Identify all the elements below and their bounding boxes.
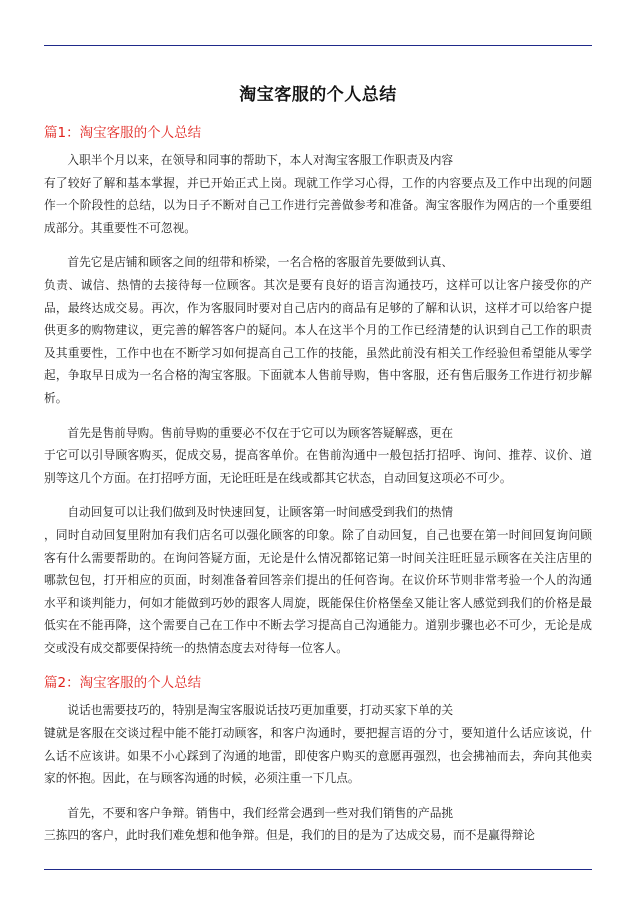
paragraph [44, 149, 592, 239]
document-title: 淘宝客服的个人总结 [239, 85, 397, 105]
paragraph [44, 501, 592, 659]
paragraph [44, 699, 592, 789]
paragraph-text: 于它可以引导顾客购买，促成交易，提高客单价。在售前沟通中一般包括打招呼、询问、推荐、议价、道别等这几个方面。在打招呼方面，无论旺旺是在线或都其它状态，自动回复这项必不可少。 [44, 448, 592, 485]
paragraph-first-line: 入职半个月以来，在领导和同事的帮助下，本人对淘宝客服工作职责及内容 [67, 153, 454, 167]
paragraph-first-line: 首先是售前导购。售前导购的重要必不仅在于它可以为顾客答疑解惑，更在 [67, 425, 454, 440]
paragraph-first-line: 首先，不要和客户争辩。销售中，我们经常会遇到一些对我们销售的产品挑 [67, 805, 454, 820]
paragraph [44, 251, 592, 409]
paragraph-text: 有了较好了解和基本掌握，并已开始正式上岗。现就工作学习心得，工作的内容要点及工作中出现的问题作一个阶段性的总结，以为日子不断对自己工作进行完善做参考和准备。淘宝客服作为网店的一个重要组成部分。其重要性不可忽视。 [44, 175, 592, 235]
bottom-rule [44, 869, 592, 870]
paragraph [44, 802, 592, 847]
paragraph-first-line: 说话也需要技巧的，特别是淘宝客服说话技巧更加重要，打动买家下单的关 [67, 703, 454, 718]
paragraph-text: 负责、诚信、热情的去接待每一位顾客。其次是要有良好的语言沟通技巧，这样可以让客户接受你的产品，最终达成交易。再次，作为客服同时要对自己店内的商品有足够的了解和认识，这样才可以给客户提供更多的购物建议，更完善的解答客户的疑问。本人在这半个月的工作已经清楚的认识到自己工作的职责及其重要性，工作中也在不断学习如何提高自己工作的技能，虽然此前没有相关工作经验但希望能从零学起，争取早日成为一名合格的淘宝客服。下面就本人售前导购，售中客服，还有售后服务工作进行初步解析。 [44, 277, 592, 405]
section-heading: 篇1：淘宝客服的个人总结 [44, 125, 202, 141]
paragraph-first-line: 首先它是店铺和顾客之间的纽带和桥梁，一名合格的客服首先要做到认真、 [67, 255, 454, 270]
paragraph-first-line: 自动回复可以让我们做到及时快速回复，让顾客第一时间感受到我们的热情 [67, 505, 454, 520]
paragraph-text: ，同时自动回复里附加有我们店名可以强化顾客的印象。除了自动回复，自己也要在第一时间回复询问顾客有什么需要帮助的。在询问答疑方面，无论是什么情况都铭记第一时间关注旺旺显示顾客在关注店里的哪款包包，打开相应的页面，时刻准备着回答亲们提出的任何咨询。在议价环节则非常考验一个人的沟通水平和谈判能力，何如才能做到巧妙的跟客人周旋，既能保住价格堡垒又能让客人感觉到我们的价格是最低实在不能再降，这个需要自己在工作中不断去学习提高自己沟通能力。道别步骤也必不可少，无论是成交或没有成交都要保持统一的热情态度去对待每一位客人。 [44, 527, 592, 655]
paragraph [44, 422, 592, 490]
paragraph-text: 三拣四的客户，此时我们难免想和他争辩。但是，我们的目的是为了达成交易，而不是赢得辩论 [44, 828, 535, 843]
top-rule [44, 45, 592, 46]
document-body [44, 80, 592, 859]
paragraph-text: 键就是客服在交谈过程中能不能打动顾客，和客户沟通时，要把握言语的分寸，要知道什么话应该说，什么话不应该讲。如果不小心踩到了沟通的地雷，即使客户购买的意愿再强烈，也会拂袖而去，奔向其他卖家的怀抱。因此，在与顾客沟通的时候，必须注重一下几点。 [44, 726, 592, 786]
section-heading: 篇2：淘宝客服的个人总结 [44, 675, 202, 692]
